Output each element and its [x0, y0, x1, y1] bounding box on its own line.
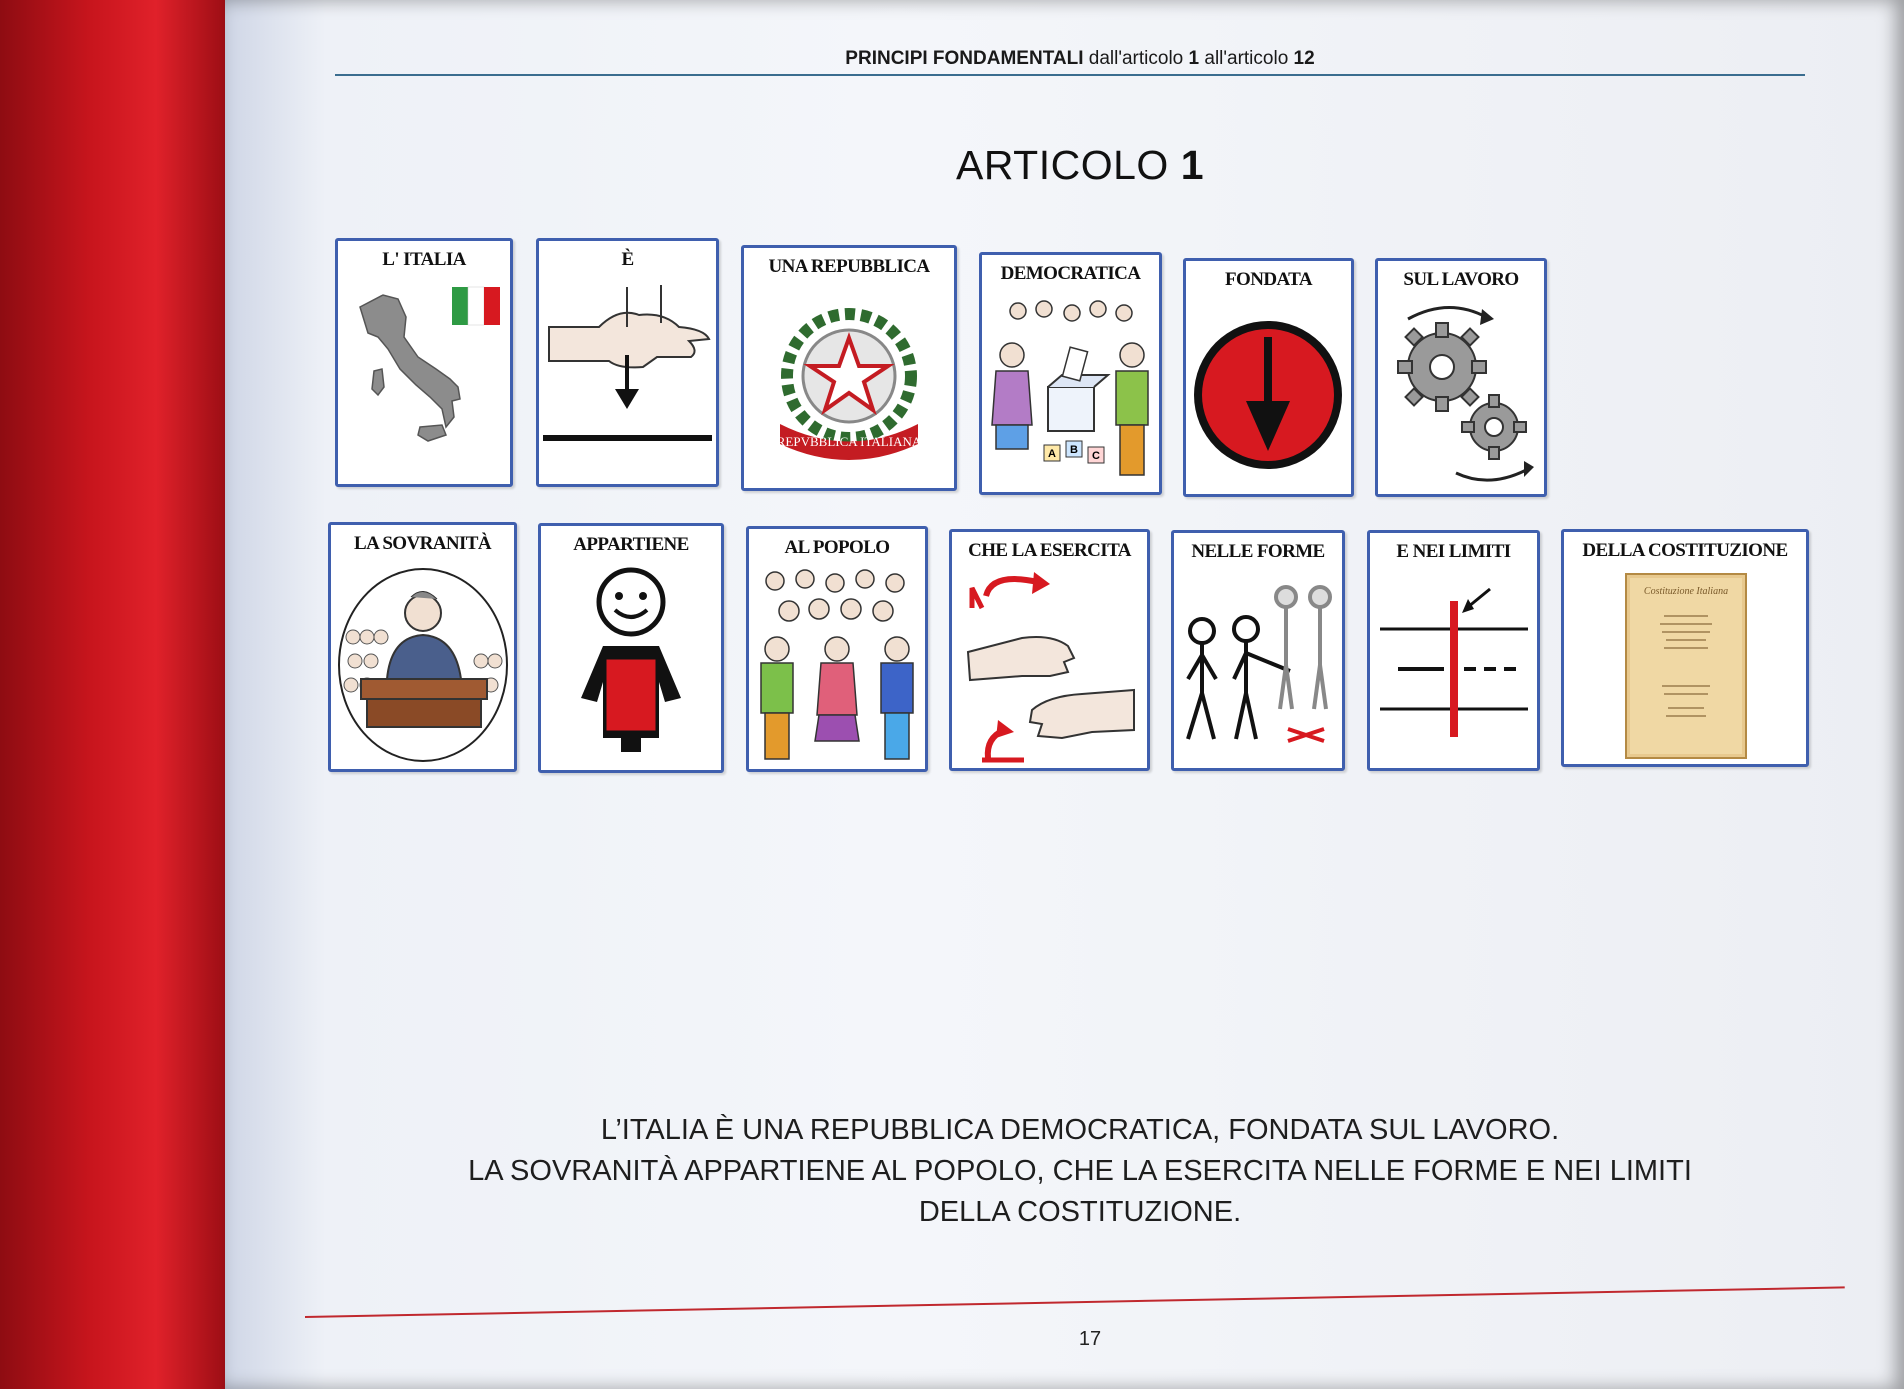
people-voting-icon	[982, 291, 1159, 495]
article-text-line: L’ITALIA È UNA REPUBBLICA DEMOCRATICA, FONDATA SUL LAVORO.	[600, 1114, 1560, 1146]
card-label: SUL LAVORO	[1403, 269, 1519, 290]
down-arrow-circle-icon	[1186, 297, 1351, 497]
header-section: PRINCIPI FONDAMENTALI	[845, 48, 1084, 69]
symbol-card-nelle-forme	[1171, 530, 1345, 771]
header-text-b: all'articolo	[1204, 48, 1289, 69]
card-label: DEMOCRATICA	[1000, 263, 1141, 284]
person-holding-icon	[541, 562, 721, 772]
card-label: LA SOVRANITÀ	[354, 533, 491, 554]
card-label: FONDATA	[1225, 269, 1312, 290]
article-title	[0, 142, 1904, 189]
article-text-line: LA SOVRANITÀ APPARTIENE AL POPOLO, CHE LA ESERCITA NELLE FORME E NEI LIMITI	[468, 1155, 1692, 1187]
ballot-letter: B	[1070, 444, 1078, 456]
italy-map-flag-icon	[338, 277, 510, 487]
article-title-number: 1	[1180, 142, 1205, 188]
article-title-word: ARTICOLO	[955, 142, 1169, 188]
symbol-card-e-nei-limiti	[1367, 530, 1540, 771]
article-text-line: DELLA COSTITUZIONE.	[918, 1196, 1242, 1228]
limits-lines-icon	[1370, 569, 1537, 769]
card-label: NELLE FORME	[1191, 541, 1325, 562]
hand-pointing-down-icon	[539, 277, 716, 487]
constitution-document-icon	[1564, 568, 1806, 766]
ballot-letter: A	[1048, 448, 1056, 460]
card-label: DELLA COSTITUZIONE	[1582, 540, 1788, 561]
header-num-a: 1	[1188, 48, 1200, 69]
header-rule	[335, 74, 1805, 76]
symbol-card-appartiene	[538, 523, 724, 773]
symbol-card-la-sovranita	[328, 522, 517, 772]
people-forms-icon	[1174, 569, 1342, 769]
symbol-card-e	[536, 238, 719, 487]
speaker-podium-crowd-icon	[331, 561, 514, 771]
symbol-card-una-repubblica	[741, 245, 957, 491]
italian-emblem-icon	[744, 284, 954, 488]
symbol-card-della-costituzione	[1561, 529, 1809, 767]
symbol-card-democratica	[979, 252, 1162, 495]
gears-icon	[1378, 297, 1544, 497]
ballot-letter: C	[1092, 450, 1100, 462]
header-num-b: 12	[1293, 48, 1315, 69]
symbol-card-sul-lavoro	[1375, 258, 1547, 497]
symbol-card-litalia	[335, 238, 513, 487]
running-header	[0, 48, 1904, 70]
header-text-a: dall'articolo	[1088, 48, 1184, 69]
page-number: 17	[1078, 1328, 1102, 1350]
book-cover-spine	[0, 0, 260, 1389]
card-label: UNA REPUBBLICA	[768, 256, 930, 277]
card-label: CHE LA ESERCITA	[968, 540, 1131, 561]
card-label: È	[621, 249, 634, 270]
symbol-card-al-popolo	[746, 526, 928, 772]
card-label: L' ITALIA	[382, 249, 466, 270]
symbol-card-che-la-esercita	[949, 529, 1150, 771]
emblem-text: REPVBBLICA ITALIANA	[776, 434, 922, 449]
card-label: E NEI LIMITI	[1396, 541, 1511, 562]
card-label: APPARTIENE	[573, 534, 689, 555]
hands-exercise-icon	[952, 568, 1147, 770]
crowd-people-icon	[749, 565, 925, 771]
symbol-card-fondata	[1183, 258, 1354, 497]
document-heading: Costituzione Italiana	[1643, 586, 1729, 597]
article-text	[350, 1110, 1810, 1233]
card-label: AL POPOLO	[784, 537, 890, 558]
